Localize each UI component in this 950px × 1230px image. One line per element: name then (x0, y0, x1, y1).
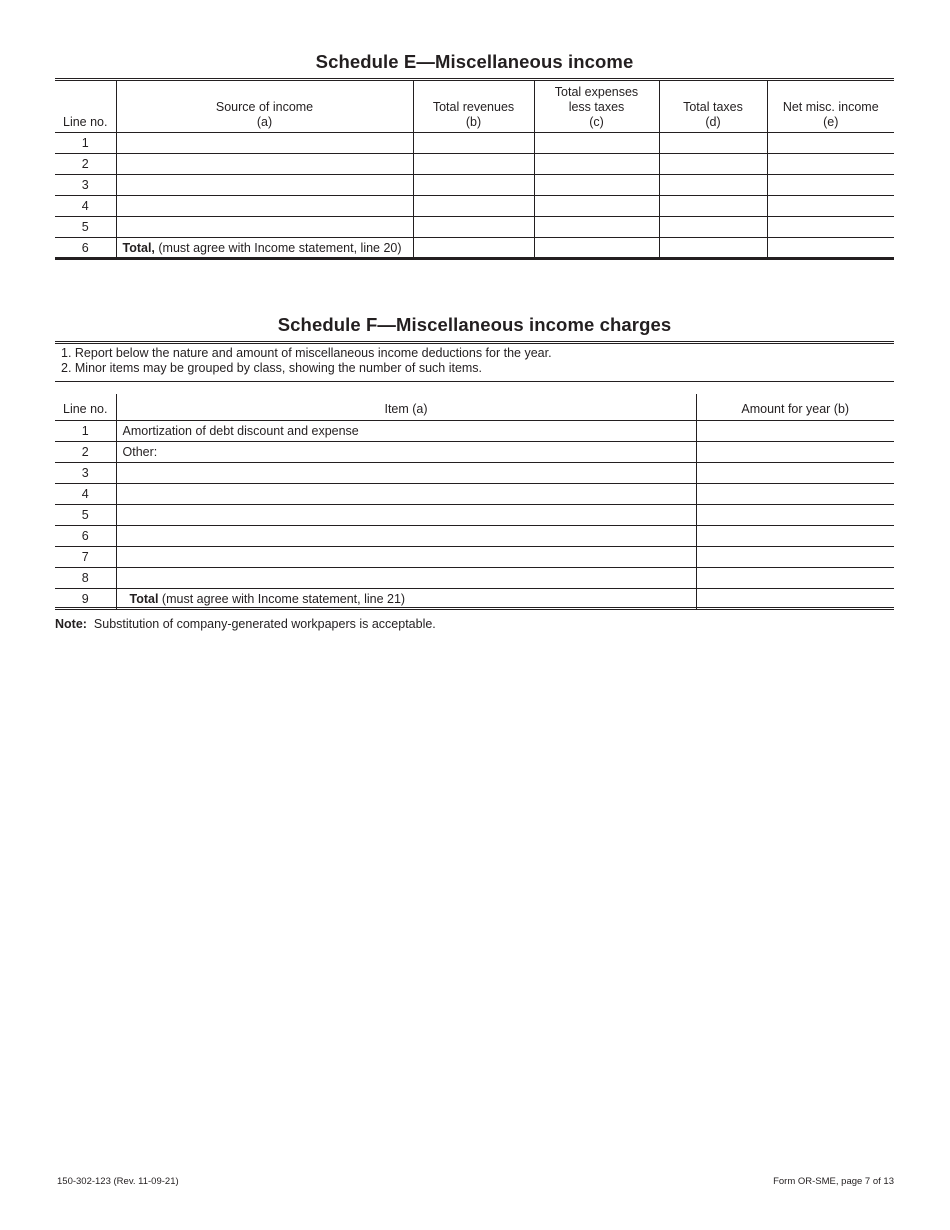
schedule-e-bottom-rule (55, 257, 894, 260)
line-number: 2 (55, 442, 116, 463)
line-number: 5 (55, 505, 116, 526)
table-row (55, 175, 894, 196)
table-row (55, 547, 894, 568)
total-taxes-field[interactable] (659, 217, 767, 238)
net-misc-income-field[interactable] (767, 238, 894, 259)
total-row (55, 238, 894, 259)
table-row (55, 526, 894, 547)
table-row (55, 421, 894, 442)
amount-field[interactable] (696, 421, 894, 442)
item-field[interactable] (116, 484, 696, 505)
total-taxes-field[interactable] (659, 196, 767, 217)
item-field[interactable] (116, 505, 696, 526)
total-label: Total (must agree with Income statement, line 21) (116, 589, 696, 610)
total-row (55, 589, 894, 610)
total-taxes-field[interactable] (659, 154, 767, 175)
col-header-expenses: Total expenses less taxes (c) (534, 81, 659, 133)
col-header-amount: Amount for year (b) (696, 394, 894, 421)
item-field[interactable] (116, 547, 696, 568)
note-label: Note: (55, 617, 87, 631)
source-of-income-field[interactable] (116, 133, 413, 154)
col-header-source: Source of income (a) (116, 81, 413, 133)
table-row (55, 217, 894, 238)
col-header-net-income: Net misc. income (e) (767, 81, 894, 133)
total-expenses-field[interactable] (534, 196, 659, 217)
net-misc-income-field[interactable] (767, 133, 894, 154)
total-revenues-field[interactable] (413, 196, 534, 217)
col-header-taxes: Total taxes (d) (659, 81, 767, 133)
total-revenues-field[interactable] (413, 217, 534, 238)
line-number: 4 (55, 484, 116, 505)
amount-field[interactable] (696, 526, 894, 547)
line-number: 1 (81, 424, 89, 438)
item-field[interactable] (116, 568, 696, 589)
total-label: Total, (must agree with Income statement, line 20) (116, 238, 413, 259)
source-of-income-field[interactable] (116, 175, 413, 196)
amount-field[interactable] (696, 463, 894, 484)
table-row (55, 484, 894, 505)
table-row (55, 154, 894, 175)
total-taxes-field[interactable] (659, 175, 767, 196)
total-amount-field[interactable] (696, 589, 894, 610)
item-field[interactable] (116, 526, 696, 547)
col-header-revenues: Total revenues (b) (413, 81, 534, 133)
amount-field[interactable] (696, 547, 894, 568)
schedule-f-bottom-rule (55, 607, 894, 610)
schedule-f-top-rule (55, 341, 894, 344)
col-header-line-no: Line no. (63, 115, 108, 129)
instruction-line: 2. Minor items may be grouped by class, showing the number of such items. (61, 360, 483, 375)
table-row (55, 442, 894, 463)
line-number: 3 (55, 463, 116, 484)
table-row (55, 505, 894, 526)
page-number: Form OR-SME, page 7 of 13 (773, 1176, 894, 1187)
table-row (55, 568, 894, 589)
total-expenses-field[interactable] (534, 217, 659, 238)
table-row (55, 133, 894, 154)
note (55, 617, 436, 631)
col-header-item: Item (a) (116, 394, 696, 421)
form-revision-number: 150-302-123 (Rev. 11-09-21) (57, 1176, 179, 1187)
amount-field[interactable] (696, 442, 894, 463)
line-number: 6 (55, 526, 116, 547)
total-taxes-field[interactable] (659, 133, 767, 154)
line-number: 2 (55, 154, 116, 175)
schedule-e-table (55, 81, 894, 259)
line-number: 6 (55, 238, 116, 259)
source-of-income-field[interactable] (116, 217, 413, 238)
source-of-income-field[interactable] (116, 154, 413, 175)
item-field[interactable]: Other: (116, 442, 696, 463)
total-expenses-field[interactable] (534, 238, 659, 259)
item-field[interactable] (116, 463, 696, 484)
total-expenses-field[interactable] (534, 154, 659, 175)
total-revenues-field[interactable] (413, 175, 534, 196)
note-text: Substitution of company-generated workpapers is acceptable. (93, 617, 436, 631)
col-header-line-no: Line no. (55, 394, 116, 421)
net-misc-income-field[interactable] (767, 154, 894, 175)
schedule-e-title: Schedule E—Miscellaneous income (315, 51, 634, 72)
instruction-line: 1. Report below the nature and amount of miscellaneous income deductions for the year. (61, 346, 552, 360)
item-field: Amortization of debt discount and expense (116, 421, 696, 442)
line-number: 9 (55, 589, 116, 610)
net-misc-income-field[interactable] (767, 217, 894, 238)
schedule-f-title: Schedule F—Miscellaneous income charges (277, 314, 672, 335)
amount-field[interactable] (696, 505, 894, 526)
net-misc-income-field[interactable] (767, 175, 894, 196)
source-of-income-field[interactable] (116, 196, 413, 217)
total-revenues-field[interactable] (413, 154, 534, 175)
instructions-divider (55, 381, 894, 382)
line-number: 5 (55, 217, 116, 238)
line-number: 8 (55, 568, 116, 589)
total-revenues-field[interactable] (413, 133, 534, 154)
line-number: 4 (55, 196, 116, 217)
total-revenues-field[interactable] (413, 238, 534, 259)
schedule-f-table (55, 394, 894, 609)
total-expenses-field[interactable] (534, 175, 659, 196)
line-number: 1 (55, 133, 116, 154)
total-taxes-field[interactable] (659, 238, 767, 259)
net-misc-income-field[interactable] (767, 196, 894, 217)
amount-field[interactable] (696, 568, 894, 589)
total-expenses-field[interactable] (534, 133, 659, 154)
line-number: 3 (55, 175, 116, 196)
table-row (55, 463, 894, 484)
amount-field[interactable] (696, 484, 894, 505)
line-number: 7 (55, 547, 116, 568)
table-row (55, 196, 894, 217)
schedule-f-instructions (55, 346, 894, 375)
